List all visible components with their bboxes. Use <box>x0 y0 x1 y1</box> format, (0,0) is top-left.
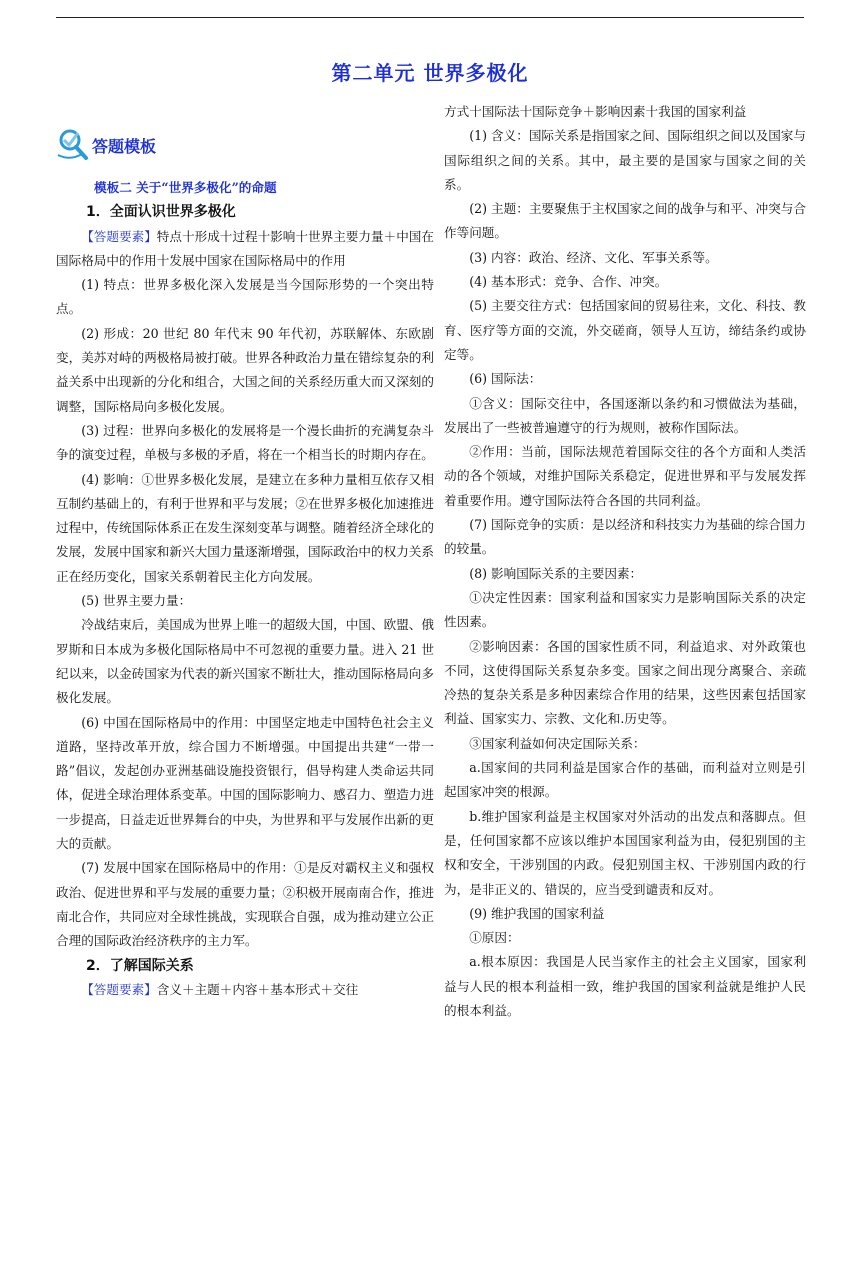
paragraph: ①原因： <box>469 930 520 946</box>
paragraph: (7) 国际竞争的实质：是以经济和科技实力为基础的综合国力的较量。 <box>444 517 806 557</box>
template-subtitle: 模板二 关于“世界多极化”的命题 <box>94 180 277 195</box>
magnifier-check-icon <box>56 127 96 161</box>
paragraph: (5) 世界主要力量： <box>81 593 192 609</box>
answer-elements-1 <box>56 225 434 274</box>
section-header <box>56 126 434 162</box>
answer-elements-tag: 【答题要素】 <box>81 228 157 244</box>
paragraph: (1) 含义：国际关系是指国家之间、国际组织之间以及国家与国际组织之间的关系。其中，最主要的是国家与国家之间的关系。 <box>444 128 806 192</box>
answer-elements-tag: 【答题要素】 <box>81 981 157 997</box>
paragraph: (3) 过程：世界向多极化的发展将是一个漫长曲折的充满复杂斗争的演变过程，单极与多极的矛盾，将在一个相当长的时期内存在。 <box>56 422 434 463</box>
paragraph: 方式十国际法十国际竞争＋影响因素十我国的国家利益 <box>444 104 747 119</box>
answer-elements-text: 特点十形成十过程十影响十世界主要力量＋中国在国际格局中的作用十发展中国家在国际格局中的作用 <box>56 228 435 268</box>
paragraph: (6) 中国在国际格局中的作用：中国坚定地走中国特色社会主义道路，坚持改革开放，综合国力不断增强。中国提出共建“一带一路”倡议，发起创办亚洲基础设施投资银行，倡导构建人类命运共同体，促进全球治理体系变革。中国的国际影响力、感召力、塑造力进一步提高，日益走近世界舞台的中央，为世界和平与发展作出新的更大的贡献。 <box>56 714 434 852</box>
paragraph: 冷战结束后，美国成为世界上唯一的超级大国，中国、欧盟、俄罗斯和日本成为多极化国际格局中不可忽视的重要力量。进入 21 世纪以来，以金砖国家为代表的新兴国家不断壮大，推动国际格局向多极化发展。 <box>56 617 434 706</box>
answer-elements-text: 含义＋主题＋内容＋基本形式＋交往 <box>156 981 359 997</box>
header-rule <box>56 17 804 18</box>
right-column <box>444 100 806 1023</box>
paragraph: (1) 特点：世界多极化深入发展是当今国际形势的一个突出特点。 <box>56 277 434 317</box>
paragraph: ③国家利益如何决定国际关系： <box>469 735 646 751</box>
section-title: 答题模板 <box>92 136 157 156</box>
paragraph: ②作用：当前，国际法规范着国际交往的各个方面和人类活动的各个领域，对维护国际关系稳定，促进世界和平与发展发挥着重要作用。遵守国际法符合各国的共同利益。 <box>444 444 806 508</box>
paragraph: (4) 影响：①世界多极化发展，是建立在多种力量相互依存又相互制约基础上的，有利于世界和平与发展；②在世界多极化加速推进过程中，传统国际体系正在发生深刻变革与调整。随着经济全球化的发展，发展中国家和新兴大国力量逐渐增强，国际政治中的权力关系正在经历变化，国家关系朝着民主化方向发展。 <box>56 471 434 584</box>
paragraph: b.维护国家利益是主权国家对外活动的出发点和落脚点。但是，任何国家都不应该以维护本国国家利益为由，侵犯别国的主权和安全，干涉别国的内政。侵犯别国主权、干涉别国内政的行为，是非正义的、错误的，应当受到谴责和反对。 <box>444 808 806 897</box>
paragraph: (9) 维护我国的国家利益 <box>469 905 605 921</box>
paragraph: ②影响因素：各国的国家性质不同，利益追求、对外政策也不同，这使得国际关系复杂多变。国家之间出现分离聚合、亲疏冷热的复杂关系是多种因素综合作用的结果，这些因素包括国家利益、国家实力、宗教、文化和.历史等。 <box>444 638 806 727</box>
paragraph: (6) 国际法： <box>469 371 542 387</box>
heading-international-relations: 2．了解国际关系 <box>86 957 194 974</box>
paragraph: a.根本原因：我国是人民当家作主的社会主义国家，国家利益与人民的根本利益相一致，维护我国的国家利益就是维护人民的根本利益。 <box>444 954 806 1018</box>
paragraph: ①决定性因素：国家利益和国家实力是影响国际关系的决定性因素。 <box>444 589 806 630</box>
paragraph: (3) 内容：政治、经济、文化、军事关系等。 <box>469 249 718 265</box>
paragraph: a.国家间的共同利益是国家合作的基础，而利益对立则是引起国家冲突的根源。 <box>444 760 806 800</box>
page-title: 第二单元 世界多极化 <box>331 61 529 85</box>
paragraph: (7) 发展中国家在国际格局中的作用：①是反对霸权主义和强权政治、促进世界和平与发展的重要力量；②积极开展南南合作，推进南北合作，共同应对全球性挑战，实现联合自强，成为推动建立公正合理的国际政治经济秩序的主力军。 <box>56 860 434 949</box>
paragraph: (5) 主要交往方式：包括国家间的贸易往来，文化、科技、教育、医疗等方面的交流，外交磋商，领导人互访，缔结条约或协定等。 <box>444 298 806 362</box>
heading-multipolarity: 1．全面认识世界多极化 <box>86 204 236 221</box>
paragraph: (8) 影响国际关系的主要因素： <box>469 565 643 581</box>
paragraph: (2) 主题：主要聚焦于主权国家之间的战争与和平、冲突与合作等问题。 <box>444 201 806 241</box>
paragraph: (2) 形成：20 世纪 80 年代末 90 年代初，苏联解体、东欧剧变，美苏对峙的两极格局被打破。世界各种政治力量在错综复杂的利益关系中出现新的分化和组合，大国之间的关系经历重大而又深刻的调整，国际格局向多极化发展。 <box>56 325 434 414</box>
paragraph: ①含义：国际交往中，各国逐渐以条约和习惯做法为基础，发展出了一些被普遍遵守的行为规则，被称作国际法。 <box>444 395 806 435</box>
paragraph: (4) 基本形式：竞争、合作、冲突。 <box>469 274 668 290</box>
answer-elements-2 <box>56 978 434 1002</box>
left-column <box>56 126 434 1002</box>
